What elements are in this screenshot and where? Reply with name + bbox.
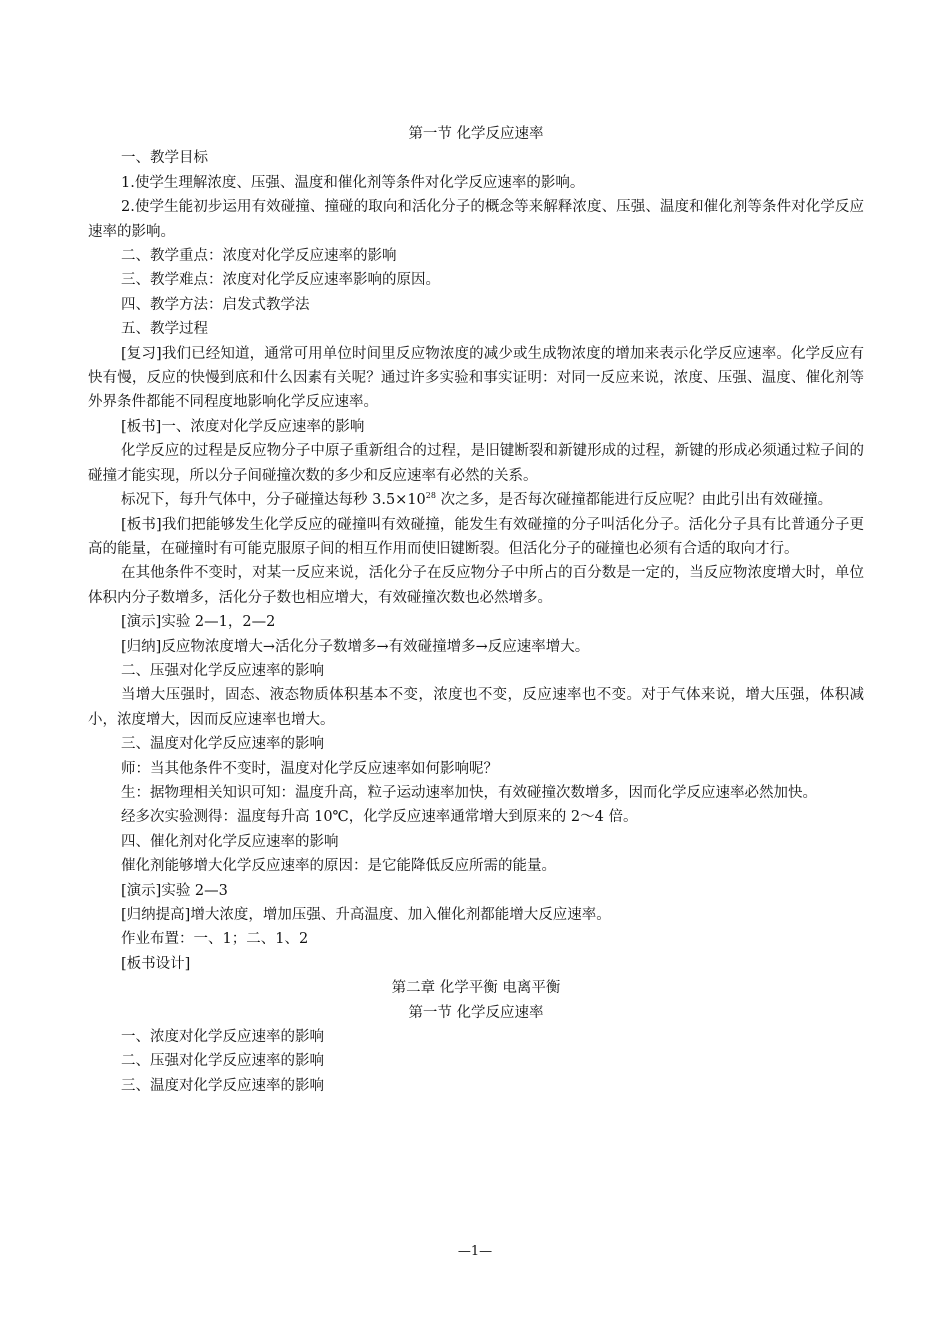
- teacher-question: 师：当其他条件不变时，温度对化学反应速率如何影响呢？: [121, 760, 498, 777]
- heading-difficulty: 三、教学难点：浓度对化学反应速率影响的原因。: [121, 272, 440, 289]
- paragraph-collision: 化学反应的过程是反应物分子中原子重新组合的过程，是旧键断裂和新键形成的过程，新键的形成必须通过粒子间的碰撞才能实现，所以分子间碰撞次数的多少和反应速率有必然的关系。: [88, 443, 864, 484]
- heading-key-point: 二、教学重点：浓度对化学反应速率的影响: [121, 248, 397, 265]
- para2-text-b: 次之多，是否每次碰撞都能进行反应呢？由此引出有效碰撞。: [435, 492, 833, 509]
- student-answer: 生：据物理相关知识可知：温度升高，粒子运动速率加快，有效碰撞次数增多，因而化学反应速率必然加快。: [121, 784, 817, 801]
- review-paragraph: [复习]我们已经知道，通常可用单位时间里反应物浓度的减少或生成物浓度的增加来表示化学反应速率。化学反应有快有慢，反应的快慢到底和什么因素有关呢？通过许多实验和事实证明：对同一反应来说，浓度、压强、温度、催化剂等外界条件都能不同程度地影响化学反应速率。: [88, 345, 864, 411]
- para2-text-a: 标况下，每升气体中，分子碰撞达每秒 3.5×10: [121, 492, 426, 509]
- heading-process: 五、教学过程: [121, 321, 208, 338]
- board-design-heading: [板书设计]: [121, 955, 191, 972]
- summary-2: [归纳提高]增大浓度，增加压强、升高温度、加入催化剂都能增大反应速率。: [121, 907, 611, 923]
- heading-catalyst: 四、催化剂对化学反应速率的影响: [121, 833, 339, 850]
- demo-1: [演示]实验 2—1，2—2: [121, 614, 276, 631]
- heading-teaching-goals: 一、教学目标: [121, 150, 208, 167]
- design-item-2: 二、压强对化学反应速率的影响: [121, 1053, 324, 1070]
- paragraph-pressure: 当增大压强时，固态、液态物质体积基本不变，浓度也不变，反应速率也不变。对于气体来说，增大压强，体积减小，浓度增大，因而反应速率也增大。: [88, 687, 864, 728]
- board-note-2: [板书]我们把能够发生化学反应的碰撞叫有效碰撞，能发生有效碰撞的分子叫活化分子。活化分子具有比普通分子更高的能量，在碰撞时有可能克服原子间的相互作用而使旧键断裂。但活化分子的碰撞也必须有合适的取向才行。: [88, 516, 864, 557]
- design-item-1: 一、浓度对化学反应速率的影响: [121, 1029, 324, 1046]
- paragraph-catalyst: 催化剂能够增大化学反应速率的原因：是它能降低反应所需的能量。: [121, 858, 556, 875]
- heading-temperature: 三、温度对化学反应速率的影响: [121, 736, 324, 753]
- section-title-2: 第一节 化学反应速率: [408, 1004, 544, 1021]
- document-page: [88, 122, 864, 1098]
- goal-1: 1.使学生理解浓度、压强、温度和催化剂等条件对化学反应速率的影响。: [121, 174, 585, 191]
- paragraph-effective-collision: [88, 488, 864, 512]
- homework: 作业布置：一、1；二、1、2: [121, 931, 309, 948]
- section-title: 第一节 化学反应速率: [408, 126, 544, 142]
- paragraph-activated-molecules: 在其他条件不变时，对某一反应来说，活化分子在反应物分子中所占的百分数是一定的，当反应物浓度增大时，单位体积内分子数增多，活化分子数也相应增大，有效碰撞次数也必然增多。: [88, 565, 864, 606]
- exponent: 28: [425, 491, 436, 501]
- paragraph-temperature-rule: 经多次实验测得：温度每升高 10℃，化学反应速率通常增大到原来的 2～4 倍。: [121, 809, 638, 826]
- chapter-title: 第二章 化学平衡 电离平衡: [391, 980, 561, 997]
- heading-method: 四、教学方法：启发式教学法: [121, 296, 310, 313]
- summary-1: [归纳]反应物浓度增大→活化分子数增多→有效碰撞增多→反应速率增大。: [121, 638, 590, 655]
- heading-pressure: 二、压强对化学反应速率的影响: [121, 662, 324, 679]
- page-number: —1—: [457, 1244, 493, 1259]
- board-note-1: [板书]一、浓度对化学反应速率的影响: [121, 418, 365, 435]
- goal-2: 2.使学生能初步运用有效碰撞、撞碰的取向和活化分子的概念等来解释浓度、压强、温度和催化剂等条件对化学反应速率的影响。: [88, 199, 864, 240]
- design-item-3: 三、温度对化学反应速率的影响: [121, 1077, 324, 1094]
- demo-2: [演示]实验 2—3: [121, 882, 228, 899]
